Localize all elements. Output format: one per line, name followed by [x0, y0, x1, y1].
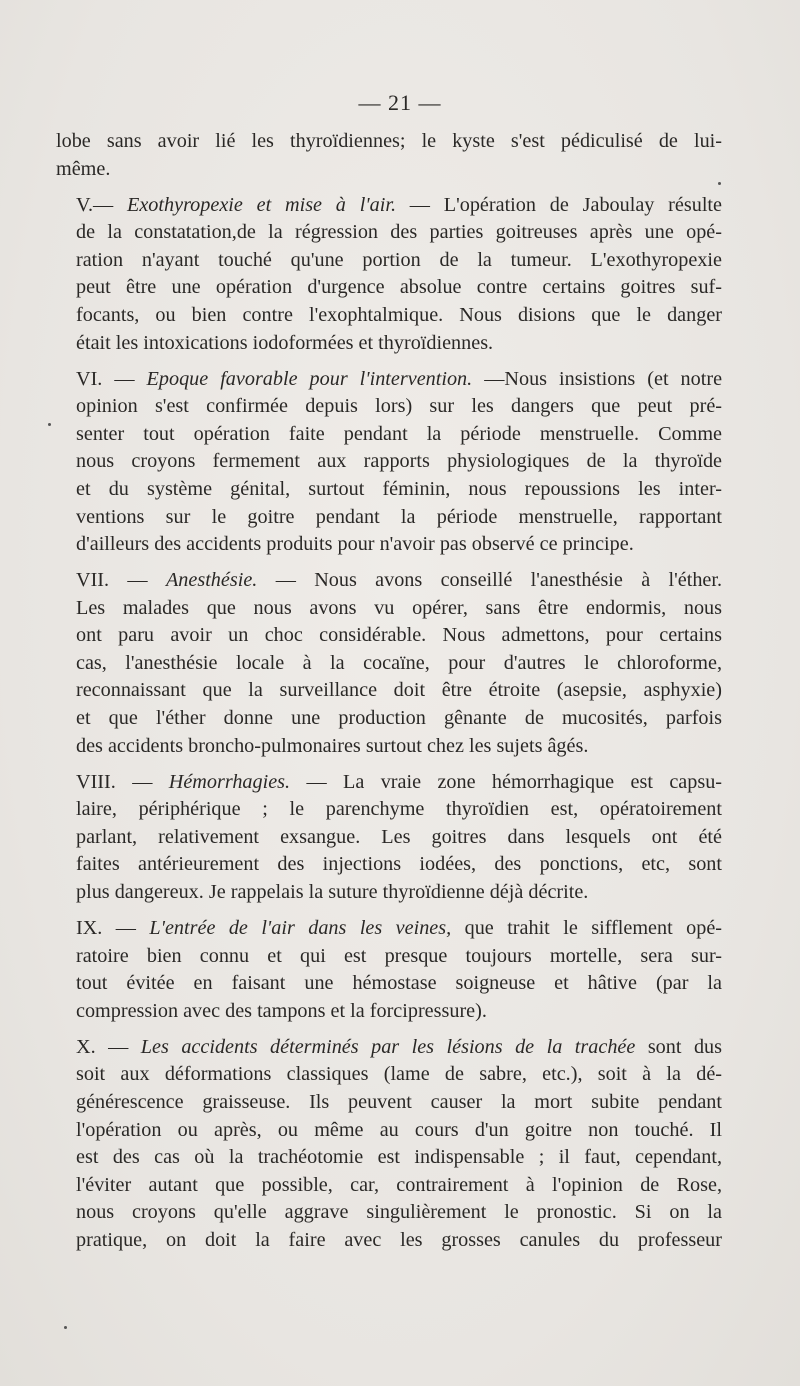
text-line: tout évitée en faisant une hémostase soigneuse et hâtive (par la [76, 972, 722, 995]
text-segment: —Nous insistions (et notre [484, 367, 722, 390]
text-segment: — Nous avons conseillé l'anesthésie à l'éther. [275, 569, 722, 592]
text-line: cas, l'anesthésie locale à la cocaïne, pour d'autres le chloroforme, [76, 651, 722, 674]
text-line: faites antérieurement des injections iodées, des ponctions, etc, sont [76, 853, 722, 876]
text-line: pratique, on doit la faire avec les grosses canules du professeur [76, 1228, 722, 1251]
section-dash: — [115, 916, 136, 939]
paragraph-x [56, 1034, 722, 1255]
paragraph-vi [56, 366, 722, 559]
text-segment: — L'opération de Jaboulay résulte [409, 193, 722, 216]
text-line: senter tout opération faite pendant la période menstruelle. Comme [76, 422, 722, 445]
text-line: lobe sans avoir lié les thyroïdiennes; le kyste s'est pédiculisé de lui- [56, 130, 722, 152]
scan-speck [718, 182, 721, 185]
section-dash: — [127, 569, 148, 592]
text-line: l'opération ou après, ou même au cours d'un goitre non touché. Il [76, 1118, 722, 1141]
text-line [56, 915, 722, 943]
text-segment: — La vraie zone hémorrhagique est capsu- [306, 770, 722, 793]
text-line: opinion s'est confirmée depuis lors) sur les dangers que peut pré- [76, 395, 722, 418]
text-line [56, 192, 722, 220]
text-line [56, 567, 722, 595]
section-heading: Les accidents déterminés par les lésions de la trachée [140, 1035, 636, 1058]
text-line: focants, ou bien contre l'exophtalmique. Nous disions que le danger [76, 303, 722, 326]
text-line: ratoire bien connu et qui est presque toujours mortelle, sera sur- [76, 944, 722, 967]
text-line: ration n'ayant touché qu'une portion de la tumeur. L'exothyropexie [76, 248, 722, 271]
text-line: compression avec des tampons et la forcipressure). [76, 999, 487, 1022]
section-heading: Epoque favorable pour l'intervention. [146, 367, 473, 390]
text-line: l'éviter autant que possible, car, contrairement à l'opinion de Rose, [76, 1173, 722, 1196]
text-line: d'ailleurs des accidents produits pour n'avoir pas observé ce principe. [76, 533, 634, 556]
scan-speck [48, 423, 51, 426]
text-line: parlant, relativement exsangue. Les goitres dans lesquels ont été [76, 825, 722, 848]
text-line [56, 1034, 722, 1062]
text-line: plus dangereux. Je rappelais la suture thyroïdienne déjà décrite. [76, 881, 589, 903]
paragraph-v [56, 192, 722, 358]
text-line: était les intoxications iodoformées et thyroïdiennes. [76, 331, 494, 354]
text-line: nous croyons fermement aux rapports physiologiques de la thyroïde [76, 450, 722, 473]
text-line: et du système génital, surtout féminin, nous repoussions les inter- [76, 477, 722, 500]
text-segment: sont dus [647, 1035, 722, 1058]
text-line: même. [56, 157, 111, 180]
text-line: ventions sur le goitre pendant la période menstruelle, rapportant [76, 505, 722, 528]
paragraph-viii [56, 769, 722, 907]
section-numeral: VII. [76, 569, 110, 592]
text-line: générescence graisseuse. Ils peuvent causer la mort subite pendant [76, 1090, 722, 1113]
text-line: et que l'éther donne une production gênante de mucosités, parfois [76, 707, 722, 730]
paragraph-ix [56, 915, 722, 1025]
section-numeral: VIII. [76, 770, 116, 793]
text-line: peut être une opération d'urgence absolue contre certains goitres suf- [76, 276, 722, 299]
paragraph-vii [56, 567, 722, 760]
text-line: reconnaissant que la surveillance doit être étroite (asepsie, asphyxie) [76, 679, 722, 702]
section-heading: Exothyropexie et mise à l'air. [127, 193, 396, 216]
body-text [56, 128, 722, 1263]
text-line: Les malades que nous avons vu opérer, sans être endormis, nous [76, 596, 722, 619]
text-line: des accidents broncho-pulmonaires surtout chez les sujets âgés. [76, 734, 589, 757]
section-dash: — [132, 770, 153, 793]
text-segment: que trahit le sifflement opé- [464, 916, 722, 939]
text-line: soit aux déformations classiques (lame de sabre, etc.), soit à la dé- [76, 1063, 722, 1086]
text-line: nous croyons qu'elle aggrave singulièrement le pronostic. Si on la [76, 1201, 722, 1224]
text-line: est des cas où la trachéotomie est indispensable ; il faut, cependant, [76, 1146, 722, 1169]
text-line: de la constatation,de la régression des parties goitreuses après une opé- [76, 221, 722, 244]
paragraph-intro [56, 128, 722, 183]
section-numeral: VI. [76, 367, 103, 390]
section-numeral: X. [76, 1035, 96, 1058]
scan-speck [64, 1326, 67, 1329]
section-dash: — [108, 1035, 129, 1058]
section-heading: Anesthésie. [165, 569, 258, 592]
section-numeral: V. [76, 193, 94, 216]
section-numeral: IX. [76, 916, 103, 939]
page-number: — 21 — [358, 90, 442, 115]
text-line: laire, périphérique ; le parenchyme thyroïdien est, opératoirement [76, 798, 722, 821]
text-line [56, 769, 722, 797]
section-dash: — [93, 193, 114, 216]
section-heading: L'entrée de l'air dans les veines, [149, 916, 452, 939]
section-dash: — [114, 367, 135, 390]
text-line [56, 366, 722, 394]
section-heading: Hémorrhagies. [168, 770, 291, 793]
text-line: ont paru avoir un choc considérable. Nous admettons, pour certains [76, 624, 722, 647]
